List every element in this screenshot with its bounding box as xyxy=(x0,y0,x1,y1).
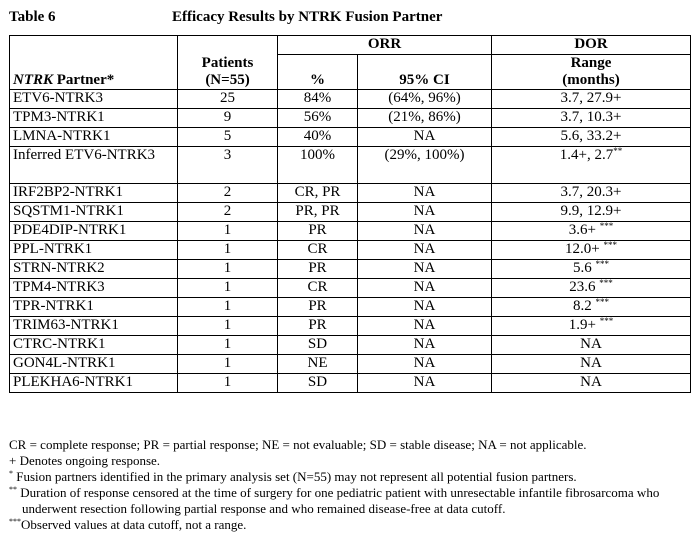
dor-range-cell: 5.6 *** xyxy=(492,260,691,279)
patients-cell: 1 xyxy=(178,336,278,355)
footnote-marker: *** xyxy=(595,259,609,269)
dor-range-cell: NA xyxy=(492,374,691,393)
partner-cell: SQSTM1-NTRK1 xyxy=(10,203,178,222)
table-row xyxy=(10,241,691,260)
partner-cell: ETV6-NTRK3 xyxy=(10,90,178,109)
ci-cell: (21%, 86%) xyxy=(358,109,492,128)
partner-cell: TPM4-NTRK3 xyxy=(10,279,178,298)
table-row xyxy=(10,90,691,109)
efficacy-table xyxy=(9,35,691,393)
percent-cell: PR xyxy=(278,222,358,241)
patients-cell: 25 xyxy=(178,90,278,109)
table-row xyxy=(10,109,691,128)
ci-cell: NA xyxy=(358,317,492,336)
dor-range-cell: 23.6 *** xyxy=(492,279,691,298)
patients-cell: 1 xyxy=(178,317,278,336)
table-row xyxy=(10,184,691,203)
percent-cell: CR xyxy=(278,241,358,260)
footnote-star: * Fusion partners identified in the primary analysis set (N=55) may not represent all potential fusion partners. xyxy=(9,469,577,484)
partner-cell: IRF2BP2-NTRK1 xyxy=(10,184,178,203)
dor-range-cell: 5.6, 33.2+ xyxy=(492,128,691,147)
patients-cell: 1 xyxy=(178,298,278,317)
percent-cell: 100% xyxy=(278,147,358,184)
header-row-groups xyxy=(10,36,691,55)
patients-cell: 2 xyxy=(178,184,278,203)
ci-cell: NA xyxy=(358,374,492,393)
ci-cell: NA xyxy=(358,184,492,203)
percent-cell: 84% xyxy=(278,90,358,109)
ci-cell: NA xyxy=(358,260,492,279)
footnote-marker: *** xyxy=(599,221,614,231)
dor-range-cell: 3.6+ *** xyxy=(492,222,691,241)
partner-cell: PPL-NTRK1 xyxy=(10,241,178,260)
patients-cell: 1 xyxy=(178,222,278,241)
percent-cell: CR, PR xyxy=(278,184,358,203)
dor-range-cell: 3.7, 27.9+ xyxy=(492,90,691,109)
dor-range-cell: 1.4+, 2.7** xyxy=(492,147,691,184)
patients-cell: 1 xyxy=(178,260,278,279)
dor-range-cell: 1.9+ *** xyxy=(492,317,691,336)
patients-cell: 5 xyxy=(178,128,278,147)
ci-cell: NA xyxy=(358,222,492,241)
dor-range-cell: 12.0+ *** xyxy=(492,241,691,260)
table-title: Efficacy Results by NTRK Fusion Partner xyxy=(172,9,443,25)
patients-cell: 1 xyxy=(178,374,278,393)
partner-cell: CTRC-NTRK1 xyxy=(10,336,178,355)
patients-cell: 9 xyxy=(178,109,278,128)
header-percent: % xyxy=(278,55,358,90)
table-row xyxy=(10,317,691,336)
ci-cell: NA xyxy=(358,355,492,374)
table-row xyxy=(10,128,691,147)
footnote-double-star: ** Duration of response censored at the time of surgery for one pediatric patient with unresectable infantile fibrosarcoma who underwent resection following partial response and who remained disease-free at data cutoff. xyxy=(9,485,660,516)
partner-cell: PDE4DIP-NTRK1 xyxy=(10,222,178,241)
header-range: Range (months) xyxy=(492,55,691,90)
header-ci: 95% CI xyxy=(358,55,492,90)
percent-cell: 56% xyxy=(278,109,358,128)
footnote-marker: ** xyxy=(613,146,623,156)
patients-cell: 1 xyxy=(178,279,278,298)
dor-range-cell: 3.7, 20.3+ xyxy=(492,184,691,203)
ci-cell: NA xyxy=(358,241,492,260)
percent-cell: PR, PR xyxy=(278,203,358,222)
percent-cell: SD xyxy=(278,374,358,393)
patients-cell: 3 xyxy=(178,147,278,184)
footnotes xyxy=(9,437,690,533)
ci-cell: NA xyxy=(358,203,492,222)
dor-range-cell: 3.7, 10.3+ xyxy=(492,109,691,128)
percent-cell: NE xyxy=(278,355,358,374)
table-body xyxy=(10,90,691,393)
percent-cell: PR xyxy=(278,298,358,317)
table-row xyxy=(10,336,691,355)
table-row xyxy=(10,298,691,317)
table-row xyxy=(10,222,691,241)
footnote-plus: + Denotes ongoing response. xyxy=(9,453,161,468)
percent-cell: 40% xyxy=(278,128,358,147)
table-row xyxy=(10,279,691,298)
table-row xyxy=(10,147,691,184)
patients-cell: 1 xyxy=(178,355,278,374)
footnote-marker: *** xyxy=(603,240,617,250)
header-partner: NTRK Partner* xyxy=(10,36,178,90)
partner-cell: GON4L-NTRK1 xyxy=(10,355,178,374)
dor-range-cell: 8.2 *** xyxy=(492,298,691,317)
percent-cell: CR xyxy=(278,279,358,298)
table-row xyxy=(10,203,691,222)
table-row xyxy=(10,355,691,374)
percent-cell: PR xyxy=(278,260,358,279)
percent-cell: PR xyxy=(278,317,358,336)
header-orr: ORR xyxy=(278,36,492,55)
footnote-marker: *** xyxy=(599,316,614,326)
partner-cell: PLEKHA6-NTRK1 xyxy=(10,374,178,393)
patients-cell: 2 xyxy=(178,203,278,222)
partner-cell: Inferred ETV6-NTRK3 xyxy=(10,147,178,184)
ci-cell: NA xyxy=(358,298,492,317)
footnote-marker: *** xyxy=(595,297,609,307)
partner-cell: TPM3-NTRK1 xyxy=(10,109,178,128)
ci-cell: (29%, 100%) xyxy=(358,147,492,184)
dor-range-cell: NA xyxy=(492,355,691,374)
header-dor: DOR xyxy=(492,36,691,55)
table-caption xyxy=(9,6,689,28)
partner-cell: LMNA-NTRK1 xyxy=(10,128,178,147)
ci-cell: NA xyxy=(358,128,492,147)
dor-range-cell: NA xyxy=(492,336,691,355)
header-patients: Patients (N=55) xyxy=(178,36,278,90)
ci-cell: NA xyxy=(358,336,492,355)
partner-cell: STRN-NTRK2 xyxy=(10,260,178,279)
table-row xyxy=(10,260,691,279)
patients-cell: 1 xyxy=(178,241,278,260)
table-row xyxy=(10,374,691,393)
partner-cell: TPR-NTRK1 xyxy=(10,298,178,317)
partner-cell: TRIM63-NTRK1 xyxy=(10,317,178,336)
dor-range-cell: 9.9, 12.9+ xyxy=(492,203,691,222)
percent-cell: SD xyxy=(278,336,358,355)
ci-cell: (64%, 96%) xyxy=(358,90,492,109)
footnote-triple-star: ***Observed values at data cutoff, not a range. xyxy=(9,517,247,532)
footnote-abbreviations: CR = complete response; PR = partial response; NE = not evaluable; SD = stable disease; NA = not applicable. xyxy=(9,437,587,452)
table-label: Table 6 xyxy=(9,9,56,25)
footnote-marker: *** xyxy=(599,278,613,288)
ci-cell: NA xyxy=(358,279,492,298)
